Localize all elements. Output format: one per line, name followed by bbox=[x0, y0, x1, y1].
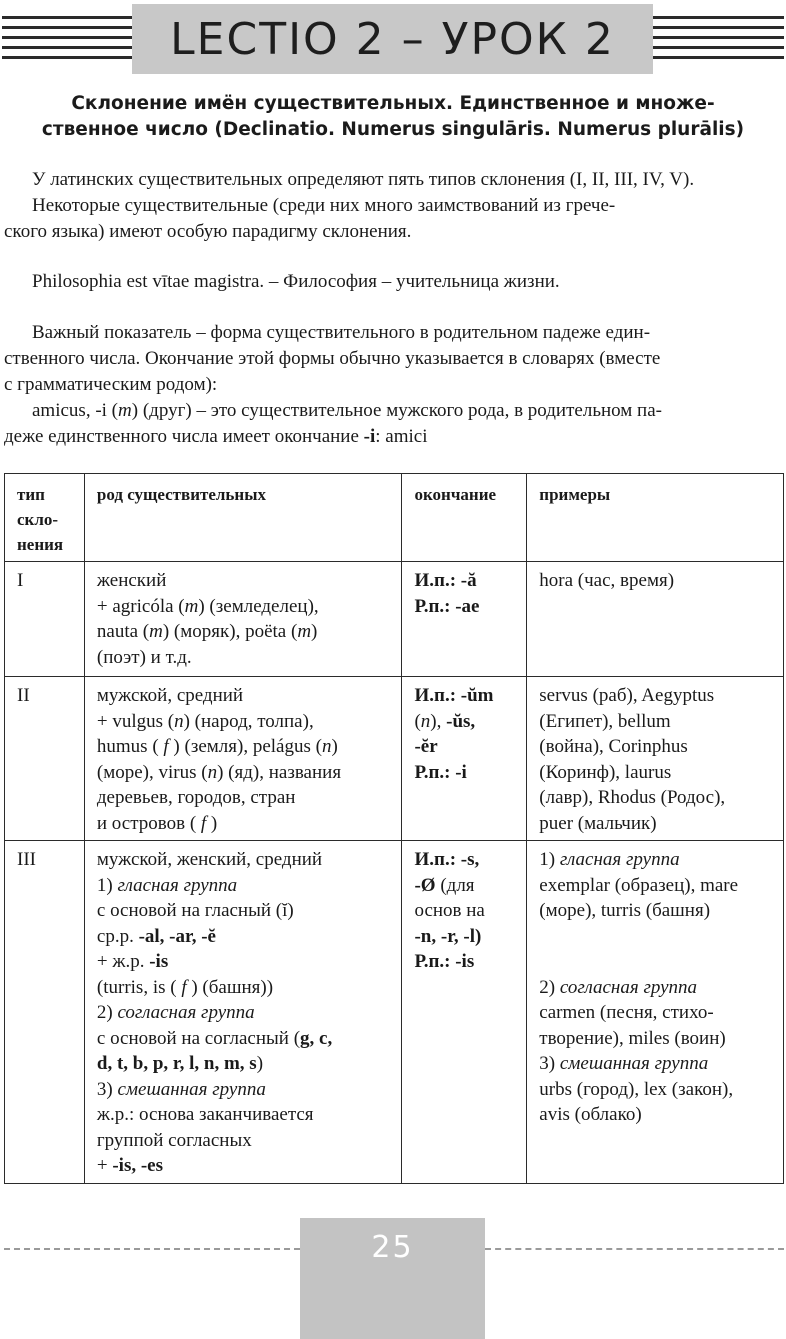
row-examples: servus (раб), Aegyptus (Египет), bellum (война), Corinphus (Коринф), laurus (лавр), Rhodus (Родос), puer (мальчик) bbox=[527, 677, 784, 841]
header-type: тип скло- нения bbox=[5, 474, 85, 562]
row-examples: hora (час, время) bbox=[527, 562, 784, 677]
table-row bbox=[5, 562, 784, 677]
declension-table bbox=[4, 473, 784, 1184]
paragraph-example: amicus, -i (m) (друг) – это существительное мужского рода, в родительном па- bbox=[32, 400, 662, 421]
row-gender: женский + agricóla (m) (земледелец), nauta (m) (моряк), poëta (m) (поэт) и т.д. bbox=[84, 562, 402, 677]
row-gender: мужской, средний + vulgus (n) (народ, толпа), humus ( f ) (земля), pelágus (n) (море), virus (n) (яд), названия деревьев, городов, стран и островов ( f ) bbox=[84, 677, 402, 841]
header-rule-left bbox=[2, 16, 132, 60]
row-ending: И.п.: -ă Р.п.: -ae bbox=[402, 562, 527, 677]
paragraph-paradigm: ского языка) имеют особую парадигму склонения. bbox=[4, 221, 412, 242]
row-type: II bbox=[5, 677, 85, 841]
header-gender: род существительных bbox=[84, 474, 402, 562]
header-examples: примеры bbox=[527, 474, 784, 562]
paragraph-genitive: Важный показатель – форма существительного в родительном падеже един- bbox=[32, 322, 651, 343]
table-row bbox=[5, 677, 784, 841]
row-examples: 1) гласная группа exemplar (образец), mare (море), turris (башня) 2) согласная группа carmen (песня, стихо- творение), miles (воин) 3) смешанная группа urbs (город), lex (закон), avis (облако) bbox=[527, 841, 784, 1184]
latin-quote: Philosophia est vītae magistra. – Философия – учительница жизни. bbox=[32, 271, 560, 292]
header-rule-right bbox=[653, 16, 784, 60]
paragraph-declension-types: У латинских существительных определяют пять типов склонения (I, II, III, IV, V). Некоторые существительные (среди них много заимствований из грече- bbox=[32, 169, 695, 216]
section-heading: Склонение имён существительных. Единственное и множе- ственное число (Declinatio. Numerus singulāris. Numerus plurālis) bbox=[41, 93, 745, 140]
table-header-row bbox=[5, 474, 784, 562]
page-number: 25 bbox=[371, 1230, 414, 1265]
page-number-box bbox=[300, 1218, 485, 1339]
lesson-title-banner bbox=[132, 4, 653, 74]
row-type: III bbox=[5, 841, 85, 1184]
table-row bbox=[5, 841, 784, 1184]
paragraph-example-cont: деже единственного числа имеет окончание -i: amici bbox=[4, 426, 428, 447]
row-type: I bbox=[5, 562, 85, 677]
footer-dash-left bbox=[4, 1248, 300, 1250]
row-gender: мужской, женский, средний 1) гласная группа с основой на гласный (ĭ) ср.р. -al, -ar, -ĕ + ж.р. -is (turris, is ( f ) (башня)) 2) согласная группа с основой на согласный (g, c, d, t, b, p, r, l, n, m, s) 3) смешанная группа ж.р.: основа заканчивается группой согласных + -is, -es bbox=[84, 841, 402, 1184]
lesson-title: LECTIO 2 – УРОК 2 bbox=[170, 13, 615, 65]
header-ending: окончание bbox=[402, 474, 527, 562]
footer-dash-right bbox=[485, 1248, 784, 1250]
row-ending: И.п.: -ŭm (n), -ŭs, -ĕr Р.п.: -i bbox=[402, 677, 527, 841]
row-ending: И.п.: -s, -Ø (для основ на -n, -r, -l) Р.п.: -is bbox=[402, 841, 527, 1184]
paragraph-genitive-cont: ственного числа. Окончание этой формы обычно указывается в словарях (вместе с грамматическим родом): bbox=[4, 348, 661, 395]
